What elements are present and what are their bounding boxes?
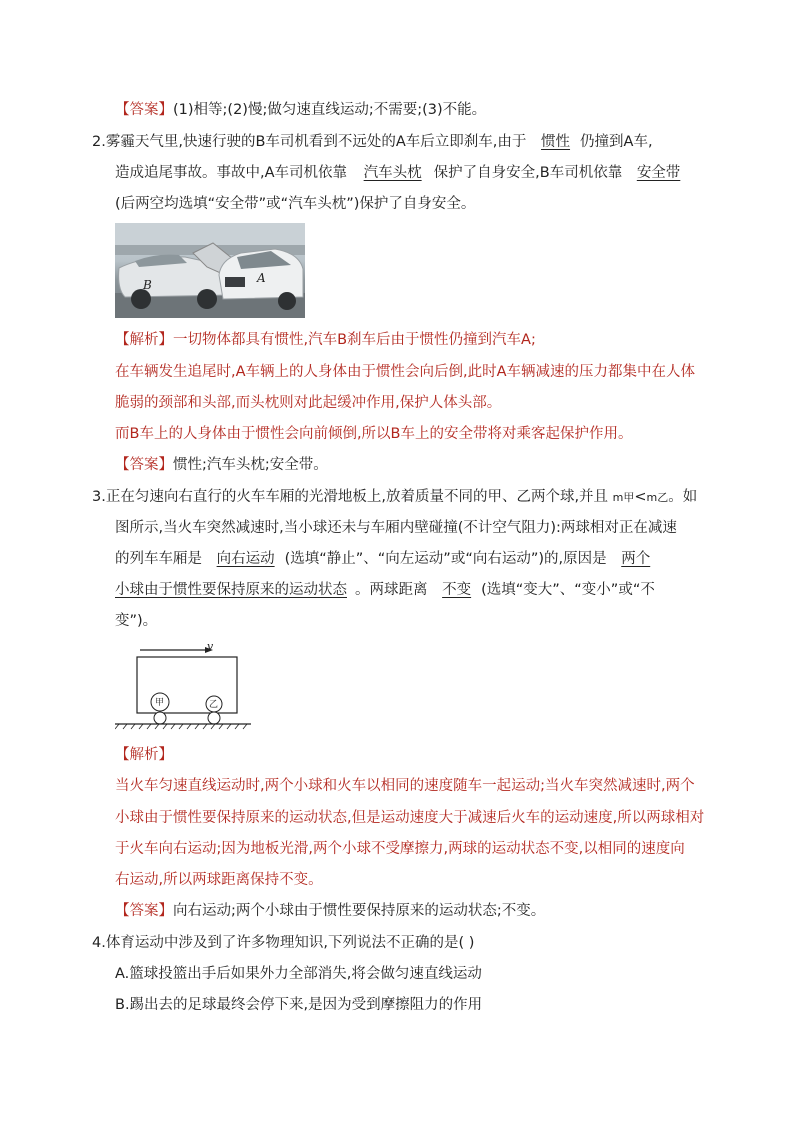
q2-blank-2: 汽车头枕 xyxy=(363,165,422,181)
car-label-b: B xyxy=(143,278,152,292)
answer-text: 向右运动;两个小球由于惯性要保持原来的运动状态;不变。 xyxy=(173,903,546,919)
q3-blank-2a: 两个 xyxy=(621,551,651,567)
q3-answer xyxy=(115,901,545,921)
q3-text: (选填“静止”、“向左运动”或“向右运动”)的,原因是 xyxy=(284,551,607,567)
q2-text: 造成追尾事故。事故中,A车司机依靠 xyxy=(115,165,348,181)
q2-answer xyxy=(115,455,328,475)
analysis-text: 一切物体都具有惯性,汽车B刹车后由于惯性仍撞到汽车A; xyxy=(173,332,536,348)
car-label-a: A xyxy=(257,271,266,285)
q3-stem-line-5: 变”)。 xyxy=(115,613,158,629)
q3-blank-1: 向右运动 xyxy=(216,551,275,567)
q3-analysis-tag: 【解析】 xyxy=(115,747,173,763)
answer-tag: 【答案】 xyxy=(115,903,173,919)
q2-stem-line-1 xyxy=(92,132,653,152)
q3-analysis-line-3: 于火车向右运动;因为地板光滑,两个小球不受摩擦力,两球的运动状态不变,以相同的速度向 xyxy=(115,841,685,857)
q4-option-b: B.踢出去的足球最终会停下来,是因为受到摩擦阻力的作用 xyxy=(115,997,483,1013)
ball-jia-label: 甲 xyxy=(155,698,165,708)
q3-stem-line-3 xyxy=(115,549,650,569)
analysis-tag: 【解析】 xyxy=(115,332,173,348)
car-crash-photo xyxy=(115,223,305,318)
mass-jia: m甲 xyxy=(612,491,635,504)
mass-yi: m乙 xyxy=(646,491,669,504)
q2-analysis-line-3: 脆弱的颈部和头部,而头枕则对此起缓冲作用,保护人体头部。 xyxy=(115,395,502,411)
q3-stem-line-1 xyxy=(92,487,697,508)
q3-stem-line-4 xyxy=(115,580,655,600)
train-car-diagram xyxy=(115,640,255,730)
q2-analysis-line-2: 在车辆发生追尾时,A车辆上的人身体由于惯性会向后倒,此时A车辆减速的压力都集中在人体 xyxy=(115,364,696,380)
q3-text: 的列车车厢是 xyxy=(115,551,202,567)
ball-yi-label: 乙 xyxy=(209,700,219,710)
q2-stem-line-3: (后两空均选填“安全带”或“汽车头枕”)保护了自身安全。 xyxy=(115,196,476,212)
q2-blank-3: 安全带 xyxy=(636,165,681,181)
q2-blank-1: 惯性 xyxy=(541,134,571,150)
q1-answer xyxy=(115,100,486,120)
q2-text: 2.雾霾天气里,快速行驶的B车司机看到不远处的A车后立即刹车,由于 xyxy=(92,134,527,150)
q3-analysis-line-1: 当火车匀速直线运动时,两个小球和火车以相同的速度随车一起运动;当火车突然减速时,两个 xyxy=(115,778,695,794)
train-car-svg xyxy=(115,640,255,730)
q2-text: 仍撞到A车, xyxy=(580,134,653,150)
q3-analysis-line-4: 右运动,所以两球距离保持不变。 xyxy=(115,872,323,888)
q3-text: 。两球距离 xyxy=(355,582,428,598)
car-crash-illustration xyxy=(115,223,305,318)
answer-tag: 【答案】 xyxy=(115,102,173,118)
q4-stem: 4.体育运动中涉及到了许多物理知识,下列说法不正确的是( ) xyxy=(92,935,475,951)
q3-analysis-line-2: 小球由于惯性要保持原来的运动状态,但是运动速度大于减速后火车的运动速度,所以两球相对 xyxy=(115,810,705,826)
q3-text: 。如 xyxy=(668,489,698,505)
answer-tag: 【答案】 xyxy=(115,457,173,473)
q3-text: 3.正在匀速向右直行的火车车厢的光滑地板上,放着质量不同的甲、乙两个球,并且 xyxy=(92,489,609,505)
q3-text: (选填“变大”、“变小”或“不 xyxy=(481,582,655,598)
answer-text: 惯性;汽车头枕;安全带。 xyxy=(173,457,328,473)
q3-stem-line-2: 图所示,当火车突然减速时,当小球还未与车厢内壁碰撞(不计空气阻力):两球相对正在减速 xyxy=(115,520,677,536)
q2-analysis-line-1 xyxy=(115,330,536,350)
q2-analysis-line-4: 而B车上的人身体由于惯性会向前倾倒,所以B车上的安全带将对乘客起保护作用。 xyxy=(115,426,633,442)
q3-blank-3: 不变 xyxy=(442,582,472,598)
q2-text: 保护了自身安全,B车司机依靠 xyxy=(433,165,623,181)
velocity-label: v xyxy=(207,640,214,653)
less-than: < xyxy=(634,489,647,505)
q2-stem-line-2 xyxy=(115,163,690,183)
answer-text: (1)相等;(2)慢;做匀速直线运动;不需要;(3)不能。 xyxy=(173,102,487,118)
q3-blank-2b: 小球由于惯性要保持原来的运动状态 xyxy=(115,582,347,598)
q4-option-a: A.篮球投篮出手后如果外力全部消失,将会做匀速直线运动 xyxy=(115,966,482,982)
